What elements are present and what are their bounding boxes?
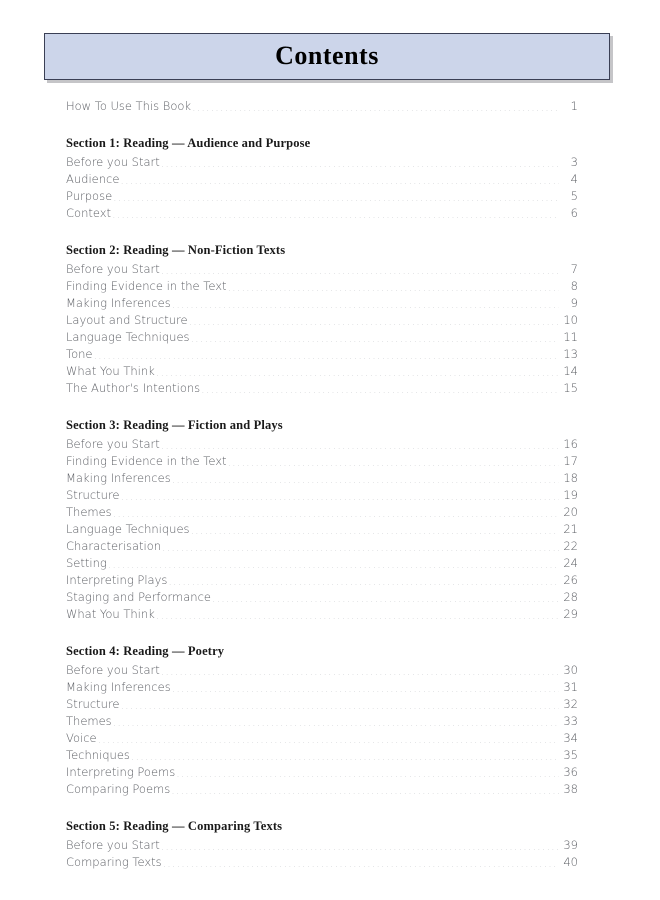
toc-entry-leader bbox=[172, 682, 559, 696]
toc-entry-leader bbox=[161, 665, 559, 679]
toc-entry-page-number: 15 bbox=[563, 381, 578, 395]
toc-entry-leader bbox=[131, 750, 559, 764]
toc-entry-label: Themes bbox=[66, 505, 112, 519]
toc-entry-leader bbox=[98, 733, 559, 747]
toc-entry-label: Language Techniques bbox=[66, 330, 190, 344]
toc-entry-label: Comparing Poems bbox=[66, 782, 171, 796]
toc-entry-label: How To Use This Book bbox=[66, 99, 192, 113]
toc-entry[interactable] bbox=[66, 278, 578, 295]
toc-entry[interactable] bbox=[66, 696, 578, 713]
toc-entry-page-number: 34 bbox=[563, 731, 578, 745]
toc-entry-label: What You Think bbox=[66, 607, 155, 621]
toc-entry[interactable] bbox=[66, 436, 578, 453]
toc-entry-leader bbox=[113, 191, 559, 205]
toc-entry-page-number: 22 bbox=[563, 539, 578, 553]
toc-entry-page-number: 10 bbox=[563, 313, 578, 327]
toc-entry-leader bbox=[161, 264, 559, 278]
toc-entry-page-number: 29 bbox=[563, 607, 578, 621]
toc-entry[interactable] bbox=[66, 713, 578, 730]
toc-entry[interactable] bbox=[66, 380, 578, 397]
toc-entry-page-number: 31 bbox=[563, 680, 578, 694]
toc-entry[interactable] bbox=[66, 453, 578, 470]
toc-entry-page-number: 32 bbox=[563, 697, 578, 711]
toc-entry-label: Language Techniques bbox=[66, 522, 190, 536]
toc-entry[interactable] bbox=[66, 98, 578, 115]
toc-section bbox=[66, 644, 578, 798]
toc-entry-label: Finding Evidence in the Text bbox=[66, 454, 227, 468]
toc-entry-page-number: 40 bbox=[563, 855, 578, 869]
toc-entry[interactable] bbox=[66, 781, 578, 798]
toc-entry[interactable] bbox=[66, 154, 578, 171]
toc-entry-leader bbox=[121, 699, 560, 713]
toc-entry-page-number: 35 bbox=[563, 748, 578, 762]
toc-entry-page-number: 13 bbox=[563, 347, 578, 361]
toc-entry-leader bbox=[212, 592, 559, 606]
toc-entry-page-number: 20 bbox=[563, 505, 578, 519]
toc-entry-page-number: 14 bbox=[563, 364, 578, 378]
toc-entry-page-number: 18 bbox=[563, 471, 578, 485]
toc-entry[interactable] bbox=[66, 555, 578, 572]
toc-entry[interactable] bbox=[66, 606, 578, 623]
toc-entry-leader bbox=[228, 281, 559, 295]
toc-entry-label: Making Inferences bbox=[66, 296, 171, 310]
toc-entry-label: Audience bbox=[66, 172, 120, 186]
toc-entry-label: Comparing Texts bbox=[66, 855, 162, 869]
toc-entry-label: Structure bbox=[66, 697, 120, 711]
toc-section-heading: Section 3: Reading — Fiction and Plays bbox=[66, 418, 283, 432]
toc-entry-page-number: 4 bbox=[570, 172, 578, 186]
toc-entry-leader bbox=[176, 767, 559, 781]
toc-entry-label: Making Inferences bbox=[66, 680, 171, 694]
toc-entry-page-number: 5 bbox=[570, 189, 578, 203]
toc-entry-label: Characterisation bbox=[66, 539, 162, 553]
toc-entry[interactable] bbox=[66, 171, 578, 188]
toc-entry-page-number: 39 bbox=[563, 838, 578, 852]
section-list bbox=[66, 136, 578, 871]
toc-entry[interactable] bbox=[66, 363, 578, 380]
toc-entry-page-number: 21 bbox=[563, 522, 578, 536]
toc-entry-label: Setting bbox=[66, 556, 107, 570]
toc-entry-label: Tone bbox=[66, 347, 93, 361]
toc-entry[interactable] bbox=[66, 346, 578, 363]
toc-entry-leader bbox=[112, 208, 559, 222]
toc-entry-page-number: 24 bbox=[563, 556, 578, 570]
toc-entry-label: Making Inferences bbox=[66, 471, 171, 485]
toc-entry[interactable] bbox=[66, 188, 578, 205]
intro-section bbox=[66, 98, 578, 115]
toc-entry[interactable] bbox=[66, 312, 578, 329]
toc-entry-page-number: 16 bbox=[563, 437, 578, 451]
toc-entry-leader bbox=[201, 383, 559, 397]
toc-entry[interactable] bbox=[66, 487, 578, 504]
toc-entry-page-number: 26 bbox=[563, 573, 578, 587]
toc-entry-leader bbox=[161, 439, 559, 453]
toc-section bbox=[66, 243, 578, 397]
toc-entry-label: Layout and Structure bbox=[66, 313, 188, 327]
toc-entry-leader bbox=[172, 473, 559, 487]
toc-entry-label: Purpose bbox=[66, 189, 113, 203]
toc-entry[interactable] bbox=[66, 572, 578, 589]
toc-entry-label: Themes bbox=[66, 714, 112, 728]
toc-entry[interactable] bbox=[66, 662, 578, 679]
toc-entry[interactable] bbox=[66, 261, 578, 278]
toc-entry-label: Techniques bbox=[66, 748, 130, 762]
toc-entry-page-number: 19 bbox=[563, 488, 578, 502]
page-title: Contents bbox=[275, 40, 379, 70]
toc-entry-leader bbox=[120, 174, 559, 188]
toc-entry-label: Context bbox=[66, 206, 112, 220]
toc-entry[interactable] bbox=[66, 589, 578, 606]
toc-entry-page-number: 36 bbox=[563, 765, 578, 779]
toc-entry-label: Before you Start bbox=[66, 437, 160, 451]
toc-entry-label: Before you Start bbox=[66, 155, 160, 169]
toc-entry-page-number: 1 bbox=[570, 99, 578, 113]
toc-entry-label: Staging and Performance bbox=[66, 590, 211, 604]
toc-entry[interactable] bbox=[66, 730, 578, 747]
toc-entry-page-number: 7 bbox=[570, 262, 578, 276]
toc-entry-leader bbox=[191, 524, 559, 538]
toc-section-heading: Section 2: Reading — Non-Fiction Texts bbox=[66, 243, 286, 257]
toc-entry-label: What You Think bbox=[66, 364, 155, 378]
toc-entry-label: Finding Evidence in the Text bbox=[66, 279, 227, 293]
toc-entry[interactable] bbox=[66, 747, 578, 764]
toc-entry-leader bbox=[171, 784, 559, 798]
toc-entry-leader bbox=[189, 315, 559, 329]
toc-section bbox=[66, 136, 578, 222]
table-of-contents bbox=[66, 98, 578, 871]
toc-entry[interactable] bbox=[66, 205, 578, 222]
toc-entry-leader bbox=[161, 840, 559, 854]
toc-section-heading: Section 5: Reading — Comparing Texts bbox=[66, 819, 283, 833]
toc-entry-leader bbox=[228, 456, 559, 470]
toc-entry-leader bbox=[121, 490, 560, 504]
toc-entry[interactable] bbox=[66, 470, 578, 487]
toc-entry-label: Voice bbox=[66, 731, 97, 745]
toc-entry-page-number: 3 bbox=[570, 155, 578, 169]
toc-entry-leader bbox=[93, 349, 559, 363]
toc-entry[interactable] bbox=[66, 329, 578, 346]
toc-entry-page-number: 33 bbox=[563, 714, 578, 728]
toc-section bbox=[66, 819, 578, 871]
toc-entry[interactable] bbox=[66, 295, 578, 312]
toc-entry[interactable] bbox=[66, 538, 578, 555]
toc-entry-leader bbox=[192, 101, 559, 115]
toc-entry-label: Interpreting Poems bbox=[66, 765, 176, 779]
toc-entry[interactable] bbox=[66, 504, 578, 521]
toc-entry[interactable] bbox=[66, 521, 578, 538]
toc-entry-leader bbox=[191, 332, 559, 346]
toc-entry-leader bbox=[113, 716, 559, 730]
toc-section-heading: Section 4: Reading — Poetry bbox=[66, 644, 225, 658]
toc-section bbox=[66, 418, 578, 623]
toc-entry[interactable] bbox=[66, 764, 578, 781]
toc-entry[interactable] bbox=[66, 854, 578, 871]
toc-entry-leader bbox=[172, 298, 559, 312]
toc-entry-label: Structure bbox=[66, 488, 120, 502]
toc-entry-label: Interpreting Plays bbox=[66, 573, 168, 587]
toc-entry-label: Before you Start bbox=[66, 663, 160, 677]
toc-entry-leader bbox=[156, 609, 559, 623]
toc-entry-page-number: 30 bbox=[563, 663, 578, 677]
toc-entry-page-number: 17 bbox=[563, 454, 578, 468]
toc-entry[interactable] bbox=[66, 679, 578, 696]
contents-banner bbox=[44, 33, 610, 80]
toc-entry-page-number: 8 bbox=[570, 279, 578, 293]
toc-entry-page-number: 38 bbox=[563, 782, 578, 796]
toc-entry-label: Before you Start bbox=[66, 838, 160, 852]
toc-entry-leader bbox=[163, 857, 559, 871]
toc-entry-page-number: 6 bbox=[570, 206, 578, 220]
toc-entry-page-number: 9 bbox=[570, 296, 578, 310]
toc-entry-leader bbox=[156, 366, 559, 380]
toc-entry-label: The Author's Intentions bbox=[66, 381, 201, 395]
toc-entry-leader bbox=[108, 558, 559, 572]
toc-entry-leader bbox=[162, 541, 559, 555]
toc-section-heading: Section 1: Reading — Audience and Purpose bbox=[66, 136, 311, 150]
toc-entry-leader bbox=[168, 575, 559, 589]
toc-entry[interactable] bbox=[66, 837, 578, 854]
toc-entry-page-number: 28 bbox=[563, 590, 578, 604]
toc-entry-leader bbox=[113, 507, 559, 521]
toc-entry-page-number: 11 bbox=[563, 330, 578, 344]
toc-entry-label: Before you Start bbox=[66, 262, 160, 276]
toc-entry-leader bbox=[161, 157, 559, 171]
